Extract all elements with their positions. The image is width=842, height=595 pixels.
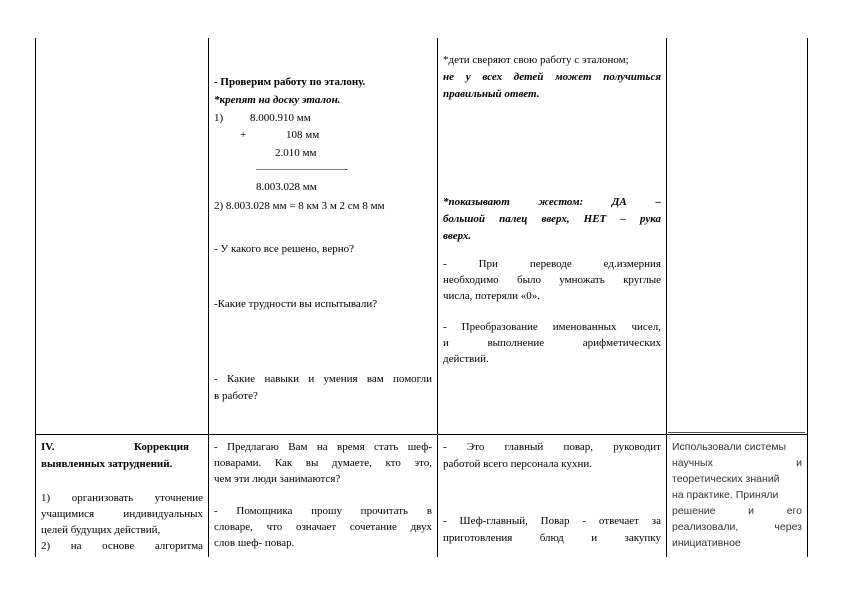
uud-line5: решение и его [672,505,802,517]
note1-line2: не у всех детей может получиться [443,71,661,83]
note1-line1: *дети сверяют свою работу с эталоном; [443,54,629,66]
note4-line2: и выполнение арифметических [443,337,661,349]
students-line4: приготовления блюд и закупку [443,532,661,544]
equation-line: ————————- [256,163,348,175]
uud-line7: инициативное [672,537,741,549]
stage-number: IV. [41,441,55,453]
note3-line2: необходимо было умножать круглые [443,274,661,286]
check-title: - Проверим работу по эталону. [214,76,366,88]
equation-conversion: 2) 8.003.028 мм = 8 км 3 м 2 см 8 мм [214,200,385,212]
note4-line1: - Преобразование именованных чисел, [443,321,661,333]
stage-title-line2: выявленных затруднений. [41,458,173,470]
equation-plus: + [240,129,247,141]
attach-note: *крепят на доску эталон. [214,94,341,106]
note3-line3: числа, потеряли «0». [443,290,541,302]
teacher-line3: чем эти люди занимаются? [214,473,341,485]
stage-point1-line3: целей будущих действий, [41,524,161,536]
uud-line6: реализовали, через [672,521,802,533]
stage-point1-line1: 1) организовать уточнение [41,492,203,504]
column-divider-1 [208,38,209,557]
uud-line3: теоретических знаний [672,473,780,485]
table-cell-inner-divider [668,432,805,433]
teacher-line4: - Помощника прошу прочитать в [214,505,432,517]
teacher-line1: - Предлагаю Вам на время стать шеф- [214,441,432,453]
students-line2: работой всего персонала кухни. [443,458,592,470]
table-border-right [807,38,808,557]
table-row-divider [35,434,808,435]
teacher-line5: словаре, что означает сочетание двух [214,521,432,533]
column-divider-3 [666,38,667,557]
equation-term-c: 2.010 мм [275,147,317,159]
note2-line1: *показывают жестом: ДА – [443,196,661,208]
table-border-left [35,38,36,557]
note3-line1: - При переводе ед.измерния [443,258,661,270]
question-skills-line1: - Какие навыки и умения вам помогли [214,373,432,385]
teacher-line2: поварами. Как вы думаете, кто это, [214,457,432,469]
stage-point2-line1: 2) на основе алгоритма [41,540,203,552]
column-divider-2 [437,38,438,557]
uud-line4: на практике. Приняли [672,489,779,501]
question-skills-line2: в работе? [214,390,258,402]
note2-line3: вверх. [443,230,472,242]
note1-line3: правильный ответ. [443,88,540,100]
note4-line3: действий. [443,353,489,365]
stage-title-line1: Коррекция [134,441,190,453]
uud-line2: научных и [672,457,802,469]
question-difficulties: -Какие трудности вы испытывали? [214,298,378,310]
students-line1: - Это главный повар, руководит [443,441,661,453]
equation-number: 1) [214,112,224,124]
equation-term-b: 108 мм [286,129,320,141]
question-correct: - У какого все решено, верно? [214,243,354,255]
students-line3: - Шеф-главный, Повар - отвечает за [443,515,661,527]
stage-point1-line2: учащимися индивидуальных [41,508,203,520]
equation-term-a: 8.000.910 мм [250,112,311,124]
equation-sum: 8.003.028 мм [256,181,317,193]
note2-line2: большой палец вверх, НЕТ – рука [443,213,661,225]
teacher-line6: слов шеф- повар. [214,537,295,549]
uud-line1: Использовали системы [672,441,787,453]
